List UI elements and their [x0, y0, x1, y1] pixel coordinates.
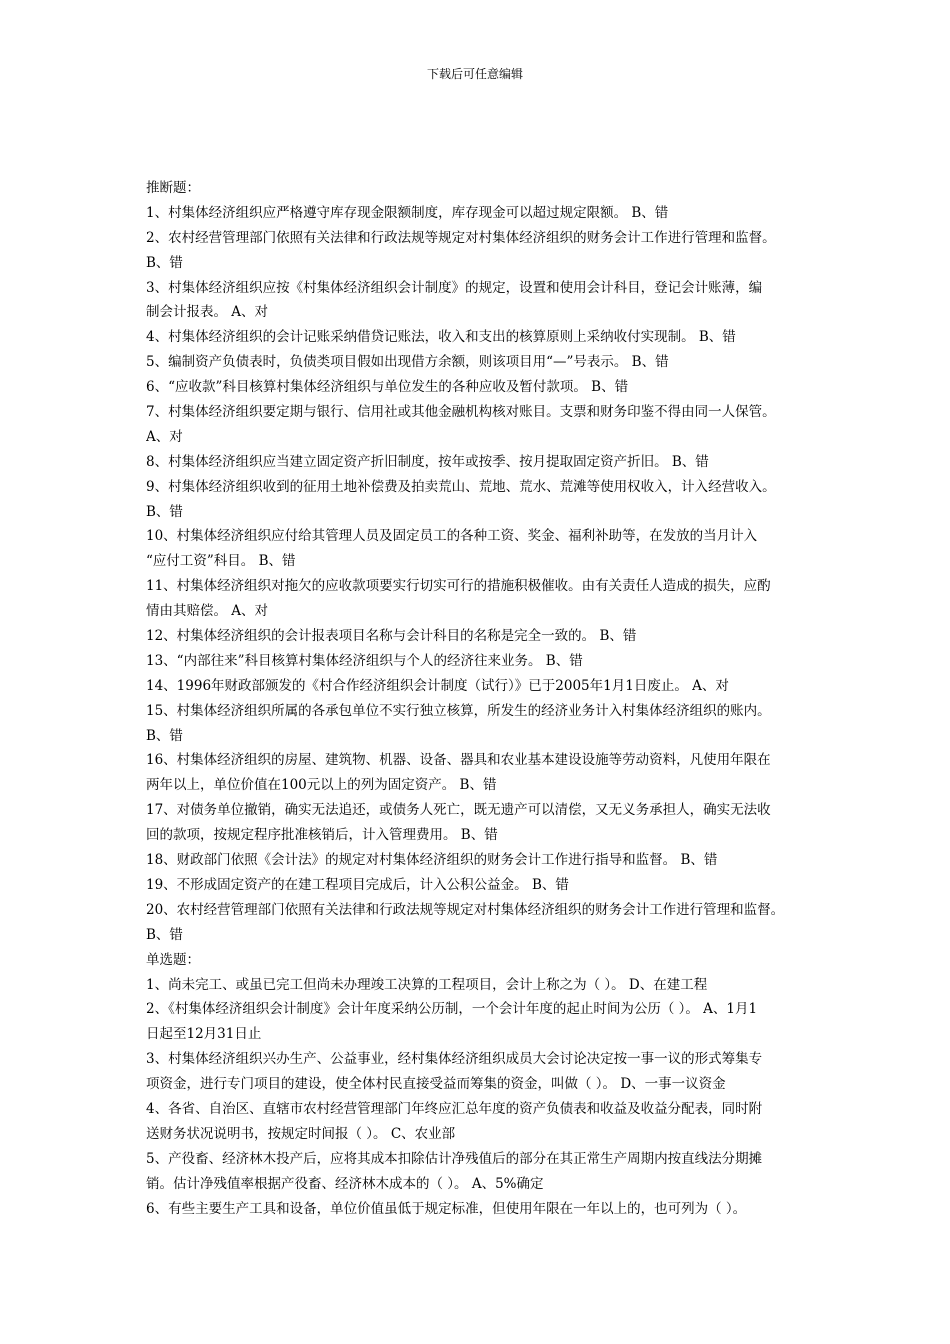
text-line: 9、村集体经济组织收到的征用土地补偿费及拍卖荒山、荒地、荒水、荒滩等使用权收入，计入经营收入。: [146, 478, 776, 495]
text-line: 12、村集体经济组织的会计报表项目名称与会计科目的名称是完全一致的。 B、错: [146, 628, 637, 645]
text-line: 两年以上，单位价值在100元以上的列为固定资产。 B、错: [146, 777, 497, 794]
text-line: 4、村集体经济组织的会计记账采纳借贷记账法，收入和支出的核算原则上采纳收付实现制。 B、错: [146, 329, 736, 346]
text-line: 情由其赔偿。 A、对: [146, 603, 269, 620]
text-line: 5、产役畜、经济林木投产后，应将其成本扣除估计净残值后的部分在其正常生产周期内按直线法分期摊: [146, 1150, 763, 1167]
text-line: 14、1996年财政部颁发的《村合作经济组织会计制度（试行）》已于2005年1月1日废止。 A、对: [146, 677, 729, 694]
text-line: 5、编制资产负债表时，负债类项目假如出现借方余额，则该项目用“—”号表示。 B、错: [146, 354, 669, 371]
document-body: [146, 176, 826, 1221]
text-line: 送财务状况说明书，按规定时间报（ ）。 C、农业部: [146, 1125, 456, 1142]
text-line: 项资金，进行专门项目的建设，使全体村民直接受益而筹集的资金，叫做（ ）。 D、一事一议资金: [146, 1076, 726, 1093]
text-line: B、错: [146, 727, 183, 744]
text-line: 日起至12月31日止: [146, 1026, 262, 1043]
page-header: 下载后可任意编辑: [426, 67, 523, 81]
text-line: 8、村集体经济组织应当建立固定资产折旧制度，按年或按季、按月提取固定资产折旧。 B、错: [146, 453, 709, 470]
text-line: 销。估计净残值率根据产役畜、经济林木成本的（ ）。 A、5%确定: [146, 1175, 544, 1192]
text-line: A、对: [146, 428, 183, 445]
text-line: “应付工资”科目。 B、错: [146, 553, 296, 570]
text-line: 6、“应收款”科目核算村集体经济组织与单位发生的各种应收及暂付款项。 B、错: [146, 379, 629, 396]
text-line: B、错: [146, 926, 183, 943]
text-line: 19、不形成固定资产的在建工程项目完成后，计入公积公益金。 B、错: [146, 876, 569, 893]
text-line: 单选题：: [146, 951, 200, 968]
text-line: 4、各省、自治区、直辖市农村经营管理部门年终应汇总年度的资产负债表和收益及收益分配表，同时附: [146, 1100, 763, 1117]
text-line: 7、村集体经济组织要定期与银行、信用社或其他金融机构核对账目。支票和财务印鉴不得由同一人保管。: [146, 404, 776, 421]
text-line: 2、农村经营管理部门依照有关法律和行政法规等规定对村集体经济组织的财务会计工作进行管理和监督。: [146, 229, 776, 246]
text-line: 3、村集体经济组织兴办生产、公益事业，经村集体经济组织成员大会讨论决定按一事一议的形式筹集专: [146, 1051, 763, 1068]
text-line: 回的款项，按规定程序批准核销后，计入管理费用。 B、错: [146, 827, 498, 844]
text-line: 2、《村集体经济组织会计制度》会计年度采纳公历制，一个会计年度的起止时间为公历（ ）。 A、1月1: [146, 1001, 758, 1018]
text-line: 15、村集体经济组织所属的各承包单位不实行独立核算，所发生的经济业务计入村集体经济组织的账内。: [146, 702, 771, 719]
text-line: B、错: [146, 254, 183, 271]
text-line: 推断题：: [146, 180, 200, 196]
text-line: 制会计报表。 A、对: [146, 304, 269, 321]
text-line: 16、村集体经济组织的房屋、建筑物、机器、设备、器具和农业基本建设设施等劳动资料，凡使用年限在: [146, 752, 771, 769]
text-line: 1、村集体经济组织应严格遵守库存现金限额制度，库存现金可以超过规定限额。 B、错: [146, 204, 669, 221]
text-line: 11、村集体经济组织对拖欠的应收款项要实行切实可行的措施积极催收。由有关责任人造成的损失，应酌: [146, 578, 771, 595]
text-line: 18、财政部门依照《会计法》的规定对村集体经济组织的财务会计工作进行指导和监督。 B、错: [146, 852, 718, 869]
text-line: 13、“内部往来”科目核算村集体经济组织与个人的经济往来业务。 B、错: [146, 652, 583, 669]
text-line: 1、尚未完工、或虽已完工但尚未办理竣工决算的工程项目，会计上称之为（ ）。 D、在建工程: [146, 976, 708, 993]
text-line: 3、村集体经济组织应按《村集体经济组织会计制度》的规定，设置和使用会计科目，登记会计账薄，编: [146, 279, 763, 296]
text-line: 6、有些主要生产工具和设备，单位价值虽低于规定标准，但使用年限在一年以上的，也可列为（ ）。: [146, 1200, 747, 1217]
text-line: 10、村集体经济组织应付给其管理人员及固定员工的各种工资、奖金、福利补助等，在发放的当月计入: [146, 528, 758, 545]
text-line: 17、对债务单位撤销，确实无法追还，或债务人死亡，既无遗产可以清偿，又无义务承担人，确实无法收: [146, 802, 771, 819]
text-line: 20、农村经营管理部门依照有关法律和行政法规等规定对村集体经济组织的财务会计工作进行管理和监督。: [146, 901, 785, 918]
text-line: B、错: [146, 503, 183, 520]
